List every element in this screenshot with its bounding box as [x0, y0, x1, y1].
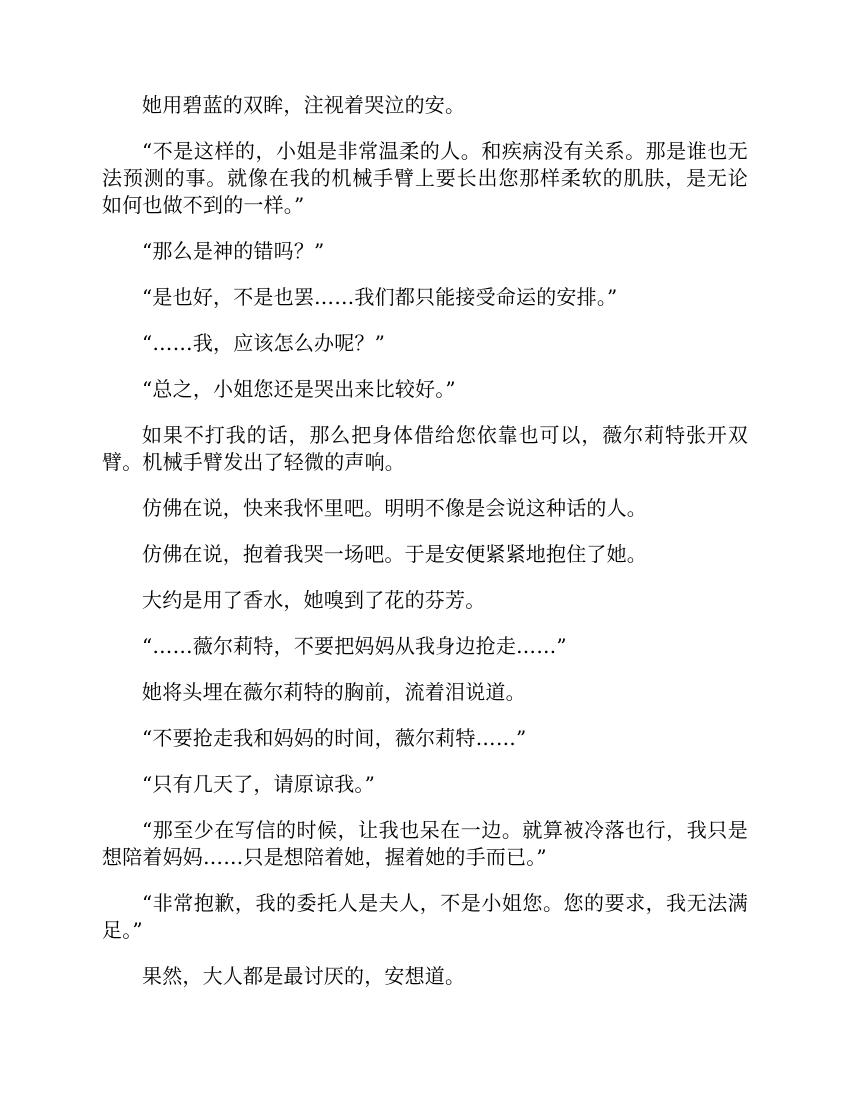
paragraph-16: “非常抱歉，我的委托人是夫人，不是小姐您。您的要求，我无法满足。” — [102, 891, 748, 942]
paragraph-7: 如果不打我的话，那么把身体借给您依靠也可以，薇尔莉特张开双臂。机械手臂发出了轻微的声响。 — [102, 423, 748, 474]
paragraph-2: “不是这样的，小姐是非常温柔的人。和疾病没有关系。那是谁也无法预测的事。就像在我的机械手臂上要长出您那样柔软的肌肤，是无论如何也做不到的一样。” — [102, 139, 748, 217]
paragraph-3: “那么是神的错吗？” — [142, 239, 325, 263]
paragraph-8: 仿佛在说，快来我怀里吧。明明不像是会说这种话的人。 — [142, 496, 647, 520]
paragraph-1: 她用碧蓝的双眸，注视着哭泣的安。 — [142, 93, 466, 117]
paragraph-9: 仿佛在说，抱着我哭一场吧。于是安便紧紧地抱住了她。 — [142, 542, 647, 566]
paragraph-11: “……薇尔莉特，不要把妈妈从我身边抢走……” — [142, 634, 567, 658]
paragraph-14: “只有几天了，请原谅我。” — [142, 772, 376, 796]
paragraph-13: “不要抢走我和妈妈的时间，薇尔莉特……” — [142, 726, 527, 750]
paragraph-6: “总之，小姐您还是哭出来比较好。” — [142, 377, 456, 401]
paragraph-10: 大约是用了香水，她嗅到了花的芬芳。 — [142, 588, 486, 612]
paragraph-15: “那至少在写信的时候，让我也呆在一边。就算被冷落也行，我只是想陪着妈妈……只是想陪着她，握着她的手而已。” — [102, 818, 748, 869]
paragraph-4: “是也好，不是也罢……我们都只能接受命运的安排。” — [142, 285, 618, 309]
paragraph-12: 她将头埋在薇尔莉特的胸前，流着泪说道。 — [142, 680, 526, 704]
paragraph-17: 果然，大人都是最讨厌的，安想道。 — [142, 964, 466, 988]
paragraph-5: “……我，应该怎么办呢？” — [142, 331, 386, 355]
